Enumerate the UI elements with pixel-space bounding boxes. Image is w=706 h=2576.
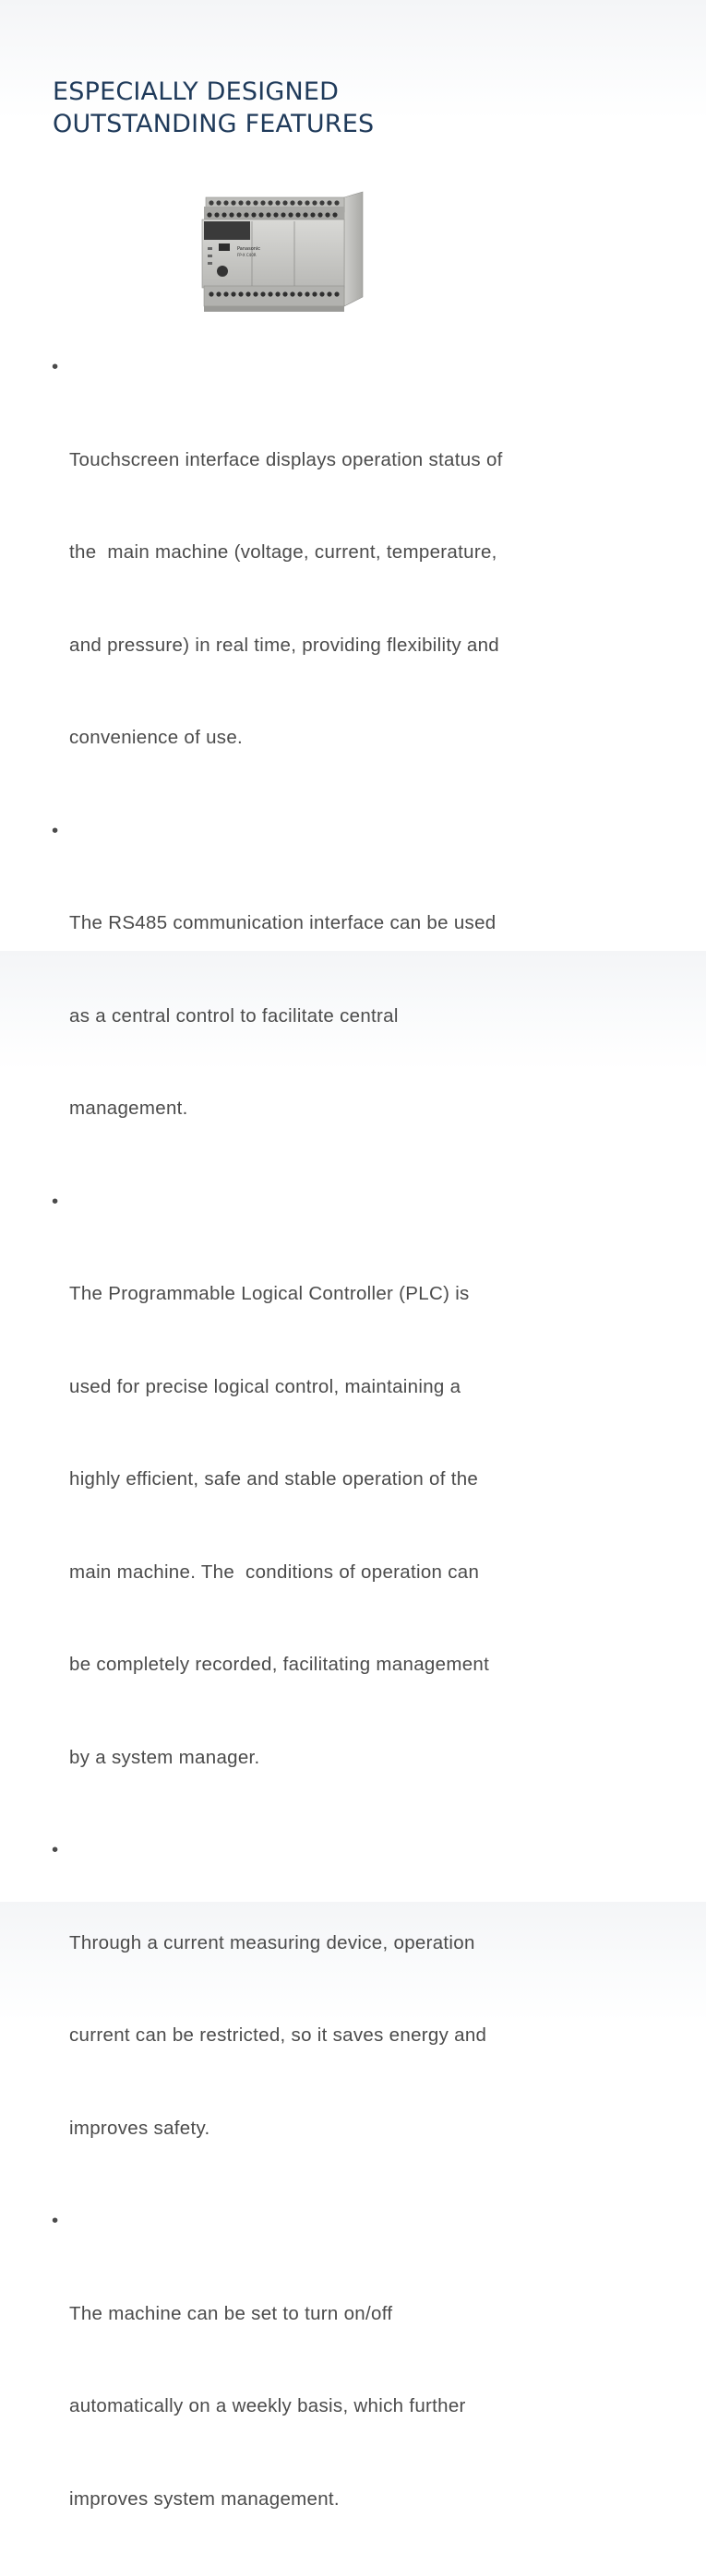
- feature-line: main machine. The conditions of operation can: [69, 1561, 480, 1583]
- feature-line: the main machine (voltage, current, temperature,: [69, 541, 497, 563]
- page-title-line-2: OUTSTANDING FEATURES: [53, 110, 375, 138]
- feature-item-current-measuring: [52, 1834, 605, 2205]
- feature-line: Through a current measuring device, operation: [69, 1931, 475, 1953]
- feature-list: [52, 351, 605, 2576]
- feature-item-weekly-schedule: [52, 2205, 605, 2576]
- feature-line: current can be restricted, so it saves energy and: [69, 2024, 487, 2046]
- feature-line: automatically on a weekly basis, which further: [69, 2395, 466, 2416]
- feature-line: and pressure) in real time, providing flexibility and: [69, 634, 499, 656]
- feature-line: The RS485 communication interface can be used: [69, 912, 497, 933]
- feature-line: be completely recorded, facilitating management: [69, 1654, 490, 1675]
- feature-line: convenience of use.: [69, 727, 244, 748]
- bullet: •: [52, 819, 59, 841]
- svg-text:Panasonic: Panasonic: [237, 246, 261, 252]
- feature-line: The machine can be set to turn on/off: [69, 2302, 393, 2324]
- bullet: •: [52, 2210, 59, 2231]
- bullet: •: [52, 356, 59, 377]
- plc-controller-image: [200, 188, 365, 322]
- feature-line: as a central control to facilitate central: [69, 1004, 399, 1027]
- feature-item-plc: [52, 1186, 605, 1835]
- feature-line: improves safety.: [69, 2117, 210, 2139]
- svg-text:FP-X C40R: FP-X C40R: [237, 253, 257, 257]
- page-title: [53, 76, 374, 140]
- page-title-line-1: ESPECIALLY DESIGNED: [53, 77, 340, 106]
- bullet: •: [52, 1839, 59, 1860]
- feature-line: used for precise logical control, maintaining a: [69, 1375, 461, 1397]
- feature-line: by a system manager.: [69, 1746, 260, 1768]
- feature-line: highly efficient, safe and stable operation of the: [69, 1468, 479, 1490]
- feature-item-rs485: [52, 815, 605, 1186]
- feature-line: The Programmable Logical Controller (PLC) is: [69, 1283, 470, 1304]
- feature-line: improves system management.: [69, 2487, 340, 2510]
- feature-line: management.: [69, 1098, 188, 1119]
- feature-line: Touchscreen interface displays operation status of: [69, 448, 503, 470]
- feature-item-touchscreen: [52, 351, 605, 815]
- bullet: •: [52, 1190, 59, 1212]
